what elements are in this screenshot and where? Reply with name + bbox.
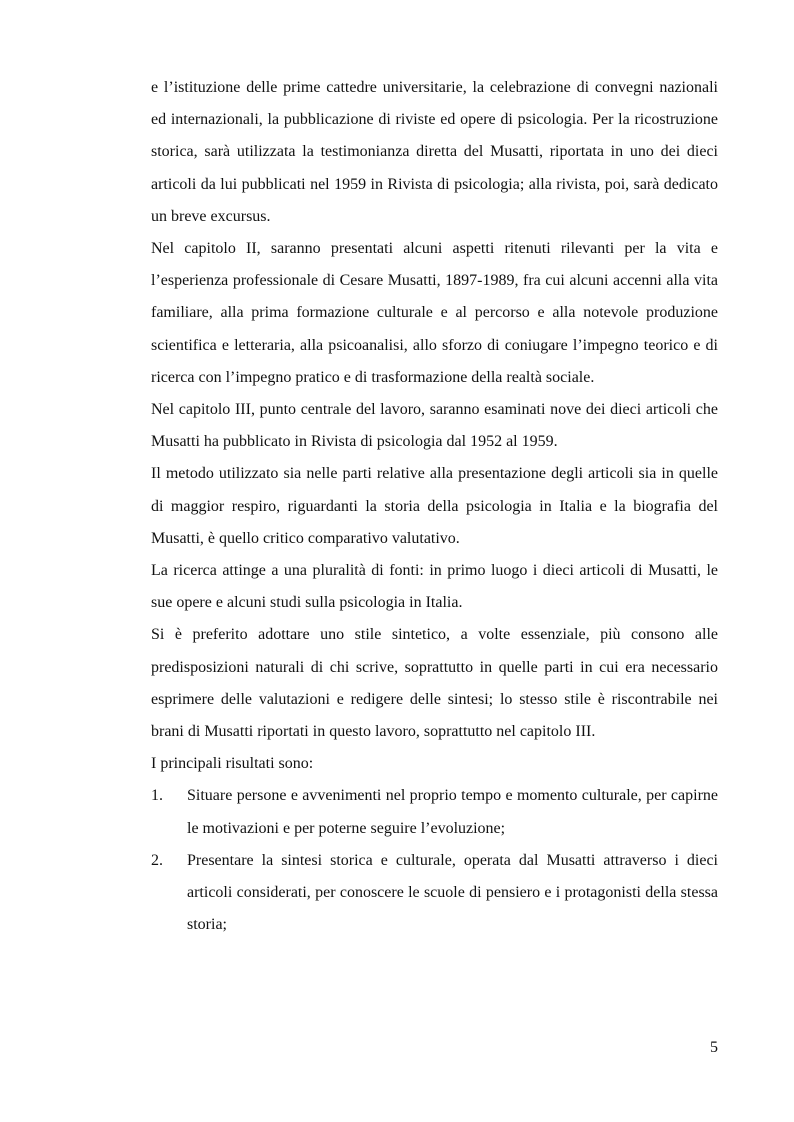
paragraph-results-intro: I principali risultati sono: [151,755,314,773]
paragraph-method: Il metodo utilizzato sia nelle parti relative alla presentazione degli articoli sia in quelle di maggior respiro, riguardanti la storia della psicologia in Italia e la biografia del Musatti, è quello critico comparativo valutativo. [151,465,718,547]
paragraph-intro-continuation: e l’istituzione delle prime cattedre universitarie, la celebrazione di convegni nazionali ed internazionali, la pubblicazione di riviste ed opere di psicologia. Per la ricostruzione storica, sarà utilizzata la testimonianza diretta del Musatti, riportata in uno dei dieci articoli da lui pubblicati nel 1959 in Rivista di psicologia; alla rivista, poi, sarà dedicato un breve excursus. [151,79,718,225]
document-page [151,72,718,941]
paragraph-chapter-two: Nel capitolo II, saranno presentati alcuni aspetti ritenuti rilevanti per la vita e l’esperienza professionale di Cesare Musatti, 1897-1989, fra cui alcuni accenni alla vita familiare, alla prima formazione culturale e al percorso e alla notevole produzione scientifica e letteraria, alla psicoanalisi, allo sforzo di coniugare l’impegno teorico e di ricerca con l’impegno pratico e di trasformazione della realtà sociale. [151,240,718,386]
list-item [151,845,718,942]
results-list [151,780,718,941]
paragraph-sources: La ricerca attinge a una pluralità di fonti: in primo luogo i dieci articoli di Musatti, le sue opere e alcuni studi sulla psicologia in Italia. [151,562,718,612]
paragraph-style: Si è preferito adottare uno stile sintetico, a volte essenziale, più consono alle predisposizioni naturali di chi scrive, soprattutto in quelle parti in cui era necessario esprimere delle valutazioni e redigere delle sintesi; lo stesso stile è riscontrabile nei brani di Musatti riportati in questo lavoro, soprattutto nel capitolo III. [151,626,718,741]
list-item-text: Presentare la sintesi storica e culturale, operata dal Musatti attraverso i dieci articoli considerati, per conoscere le scuole di pensiero e i protagonisti della stessa storia; [187,851,718,934]
list-item-number: 2. [151,851,163,869]
list-item [151,780,718,844]
paragraph-chapter-three: Nel capitolo III, punto centrale del lavoro, saranno esaminati nove dei dieci articoli che Musatti ha pubblicato in Rivista di psicologia dal 1952 al 1959. [151,401,718,451]
page-number: 5 [710,1039,718,1056]
list-item-text: Situare persone e avvenimenti nel proprio tempo e momento culturale, per capirne le motivazioni e per poterne seguire l’evoluzione; [187,787,718,837]
list-item-number: 1. [151,787,163,805]
